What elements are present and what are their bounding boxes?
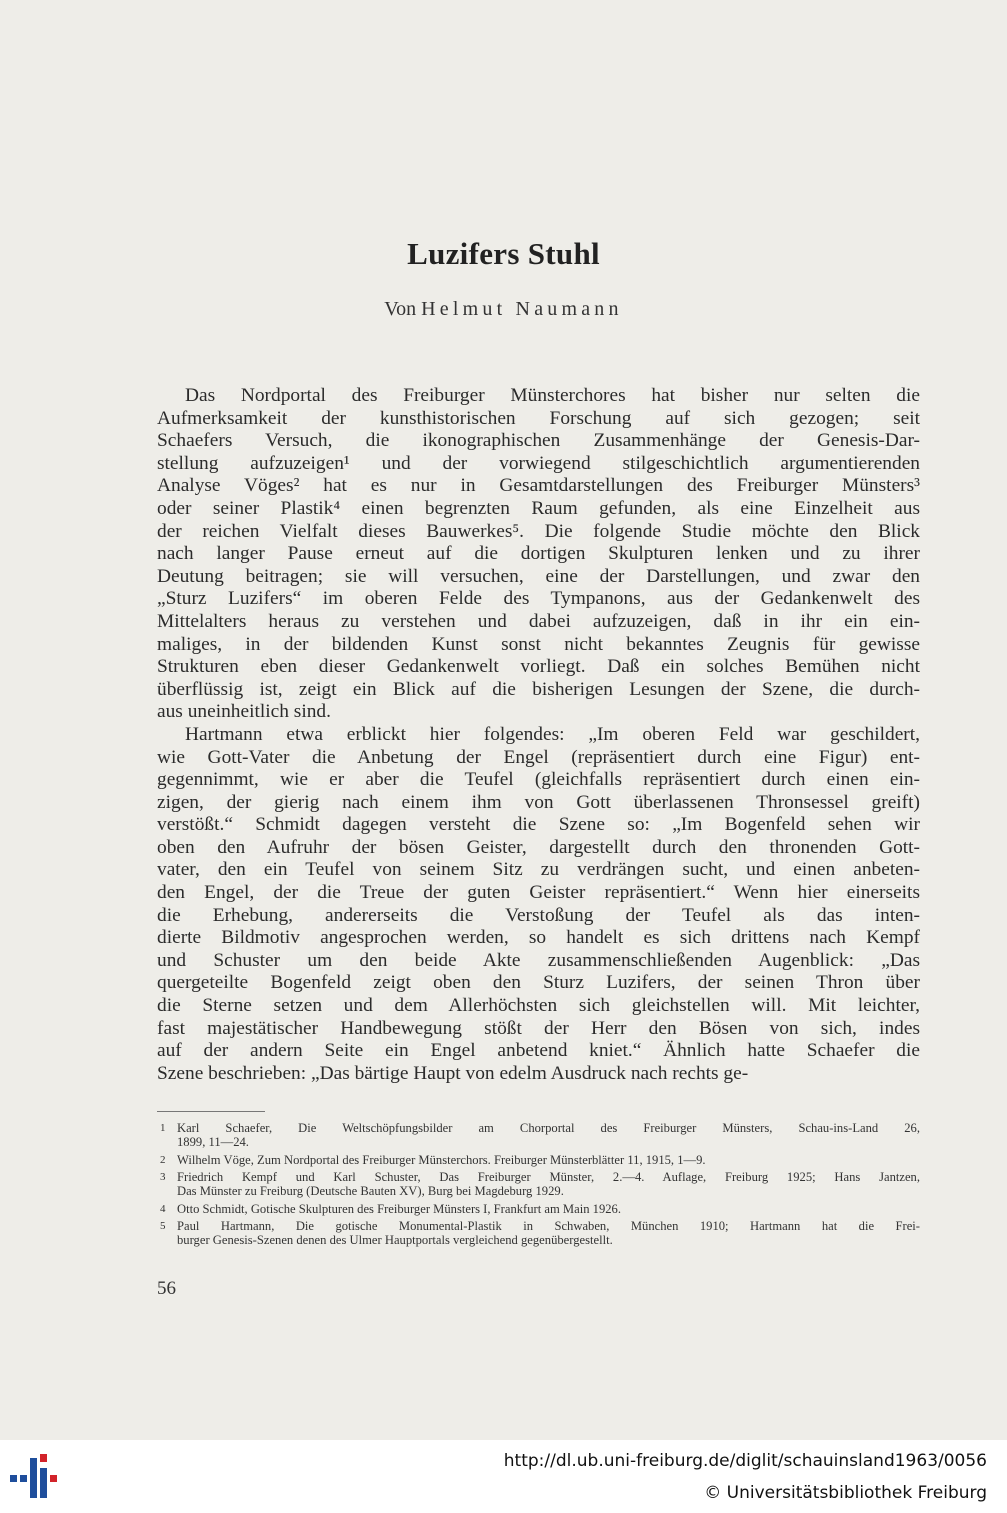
article-author (0, 298, 1007, 321)
footnote (160, 1121, 920, 1149)
body-line: Schaefers Versuch, die ikonographischen Zusammenhänge der Genesis-Dar- (157, 430, 920, 452)
footnote-line: Wilhelm Vöge, Zum Nordportal des Freiburger Münsterchors. Freiburger Münsterblätter 11, 1915, 1—9. (177, 1152, 706, 1167)
body-line: oben den Aufruhr der bösen Geister, dargestellt durch den thronenden Gott- (157, 836, 920, 858)
footnote-number: 5 (160, 1219, 166, 1232)
footnote (160, 1170, 920, 1198)
body-line: Strukturen eben dieser Gedankenwelt vorliegt. Daß ein solches Bemühen nicht (157, 656, 920, 678)
footer-bar (0, 1440, 1007, 1513)
body-line: vater, den ein Teufel von seinem Sitz zu verdrängen sucht, und einen anbeten- (157, 859, 920, 881)
footnote-line: Paul Hartmann, Die gotische Monumental-Plastik in Schwaben, München 1910; Hartmann hat die Frei- (177, 1218, 920, 1233)
footnote-line: Otto Schmidt, Gotische Skulpturen des Freiburger Münsters I, Frankfurt am Main 1926. (177, 1201, 621, 1216)
body-line: gegennimmt, wie er aber die Teufel (gleichfalls repräsentiert durch einen ein- (157, 769, 920, 791)
footnote-line: Karl Schaefer, Die Weltschöpfungsbilder am Chorportal des Freiburger Münsters, Schau-ins-Land 26, (177, 1121, 920, 1135)
body-line: maliges, in der bildenden Kunst sonst nicht bekanntes Zeugnis für gewisse (157, 633, 920, 655)
body-line: Das Nordportal des Freiburger Münsterchores hat bisher nur selten die (185, 385, 920, 406)
body-line: der reichen Vielfalt dieses Bauwerkes⁵. Die folgende Studie möchte den Blick (157, 520, 920, 542)
source-url-link[interactable]: http://dl.ub.uni-freiburg.de/diglit/schauinsland1963/0056 (503, 1451, 987, 1471)
footnotes (160, 1121, 920, 1250)
body-line: „Sturz Luzifers“ im oberen Felde des Tympanons, aus der Gedankenwelt des (157, 588, 920, 610)
footnote-line: 1899, 11—24. (177, 1135, 249, 1150)
footnote-number: 3 (160, 1170, 166, 1183)
body-line: die Erhebung, andererseits die Verstoßung der Teufel als das inten- (157, 904, 920, 926)
author-name: Helmut Naumann (421, 298, 623, 320)
footnote-line: Das Münster zu Freiburg (Deutsche Bauten XV), Burg bei Magdeburg 1929. (177, 1184, 564, 1199)
body-line: dierte Bildmotiv angesprochen werden, so handelt es sich drittens nach Kempf (157, 927, 920, 949)
article-title: Luzifers Stuhl (407, 236, 600, 271)
body-line: aus uneinheitlich sind. (157, 701, 331, 723)
footnote-line: Friedrich Kempf und Karl Schuster, Das Freiburger Münster, 2.—4. Auflage, Freiburg 1925; Hans Jantzen, (177, 1169, 920, 1184)
body-line: Deutung beitragen; sie will versuchen, eine der Darstellungen, und zwar den (157, 565, 920, 587)
body-line: auf der andern Seite ein Engel anbetend kniet.“ Ähnlich hatte Schaefer die (157, 1040, 920, 1062)
copyright-notice: © Universitätsbibliothek Freiburg (704, 1483, 987, 1503)
page-number: 56 (157, 1278, 176, 1299)
body-line: verstößt.“ Schmidt dagegen versteht die Szene so: „Im Bogenfeld sehen wir (157, 814, 920, 836)
body-line: und Schuster um den beide Akte zusammenschließenden Augenblick: „Das (157, 949, 920, 971)
body-line: den Engel, der die Treue der guten Geister repräsentiert.“ Wenn hier einerseits (157, 882, 920, 904)
footnote (160, 1202, 920, 1216)
body-line: quergeteilte Bogenfeld zeigt oben den Sturz Luzifers, der seinen Thron über (157, 972, 920, 994)
footnote-line: burger Genesis-Szenen denen des Ulmer Hauptportals vergleichend gegenübergestellt. (177, 1233, 613, 1248)
author-prefix: Von (384, 298, 417, 320)
body-line: Analyse Vöges² hat es nur in Gesamtdarstellungen des Freiburger Münsters³ (157, 475, 920, 497)
body-line: wie Gott-Vater die Anbetung der Engel (repräsentiert durch eine Figur) ent- (157, 746, 920, 768)
body-line: stellung aufzuzeigen¹ und der vorwiegend stilgeschichtlich argumentierenden (157, 452, 920, 474)
body-line: überflüssig ist, zeigt ein Blick auf die bisherigen Lesungen der Szene, die durch- (157, 678, 920, 700)
body-line: Hartmann etwa erblickt hier folgendes: „Im oberen Feld war geschildert, (185, 723, 920, 745)
body-line: Szene beschrieben: „Das bärtige Haupt von edelm Ausdruck nach rechts ge- (157, 1062, 749, 1084)
body-line: oder seiner Plastik⁴ einen begrenzten Raum gefunden, als eine Einzelheit aus (157, 497, 920, 519)
article-body (157, 385, 920, 1085)
footnote-number: 1 (160, 1122, 166, 1134)
body-line: zigen, der gierig nach einem ihm von Gott überlassenen Thronsessel greift) (157, 791, 920, 813)
footnote-divider (157, 1111, 265, 1112)
footnote (160, 1153, 920, 1167)
body-line: Mittelalters heraus zu verstehen und dabei aufzuzeigen, daß in ihr ein ein- (157, 610, 920, 632)
ub-freiburg-logo-icon[interactable] (10, 1454, 64, 1502)
body-line: fast majestätischer Handbewegung stößt der Herr den Bösen von sich, indes (157, 1017, 920, 1039)
body-line: die Sterne setzen und dem Allerhöchsten sich gleichstellen will. Mit leichter, (157, 995, 920, 1017)
body-line: nach langer Pause erneut auf die dortigen Skulpturen lenken und zu ihrer (157, 543, 920, 565)
footnote-number: 2 (160, 1153, 166, 1166)
footnote-number: 4 (160, 1202, 166, 1215)
body-line: Aufmerksamkeit der kunsthistorischen Forschung auf sich gezogen; seit (157, 407, 920, 429)
footnote (160, 1219, 920, 1247)
